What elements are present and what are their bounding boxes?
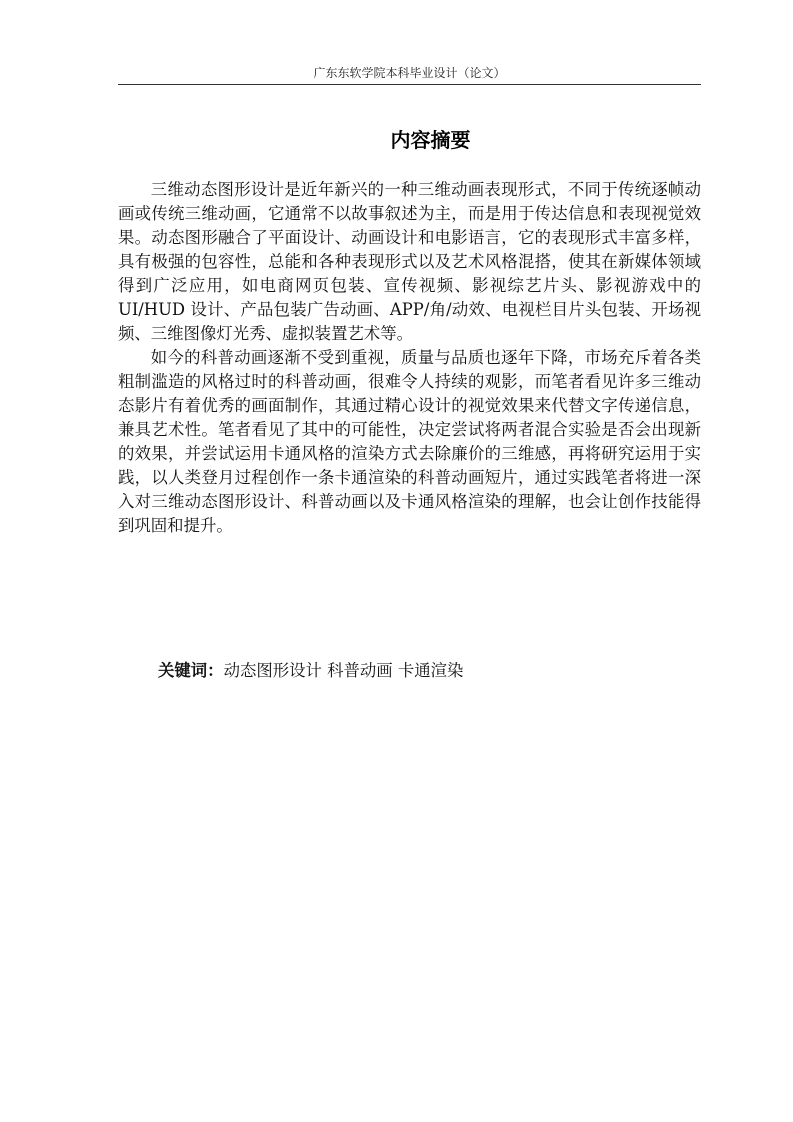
header-rule (118, 84, 701, 85)
keywords-line (158, 659, 718, 683)
abstract-paragraph: 如今的科普动画逐渐不受到重视，质量与品质也逐年下降，市场充斥着各类粗制滥造的风格过时的科普动画，很难令人持续的观影，而笔者看见许多三维动态影片有着优秀的画面制作，其通过精心设计的视觉效果来代替文字传递信息，兼具艺术性。笔者看见了其中的可能性，决定尝试将两者混合实验是否会出现新的效果，并尝试运用卡通风格的渲染方式去除廉价的三维感，再将研究运用于实践，以人类登月过程创作一条卡通渲染的科普动画短片，通过实践笔者将进一深入对三维动态图形设计、科普动画以及卡通风格渲染的理解，也会让创作技能得到巩固和提升。 (118, 348, 701, 535)
keywords-label: 关键词： (158, 661, 224, 680)
running-header: 广东东软学院本科毕业设计（论文） (313, 66, 506, 80)
abstract-body (118, 178, 701, 538)
abstract-paragraph: 三维动态图形设计是近年新兴的一种三维动画表现形式，不同于传统逐帧动画或传统三维动画，它通常不以故事叙述为主，而是用于传达信息和表现视觉效果。动态图形融合了平面设计、动画设计和电影语言，它的表现形式丰富多样，具有极强的包容性，总能和各种表现形式以及艺术风格混搭，使其在新媒体领域得到广泛应用，如电商网页包装、宣传视频、影视综艺片头、影视游戏中的 UI/HUD 设计、产品包装广告动画、APP/角/动效、电视栏目片头包装、开场视频、三维图像灯光秀、虚拟装置艺术等。 (118, 180, 701, 343)
section-title: 内容摘要 (390, 128, 471, 152)
keywords-value: 动态图形设计 科普动画 卡通渲染 (223, 661, 464, 680)
